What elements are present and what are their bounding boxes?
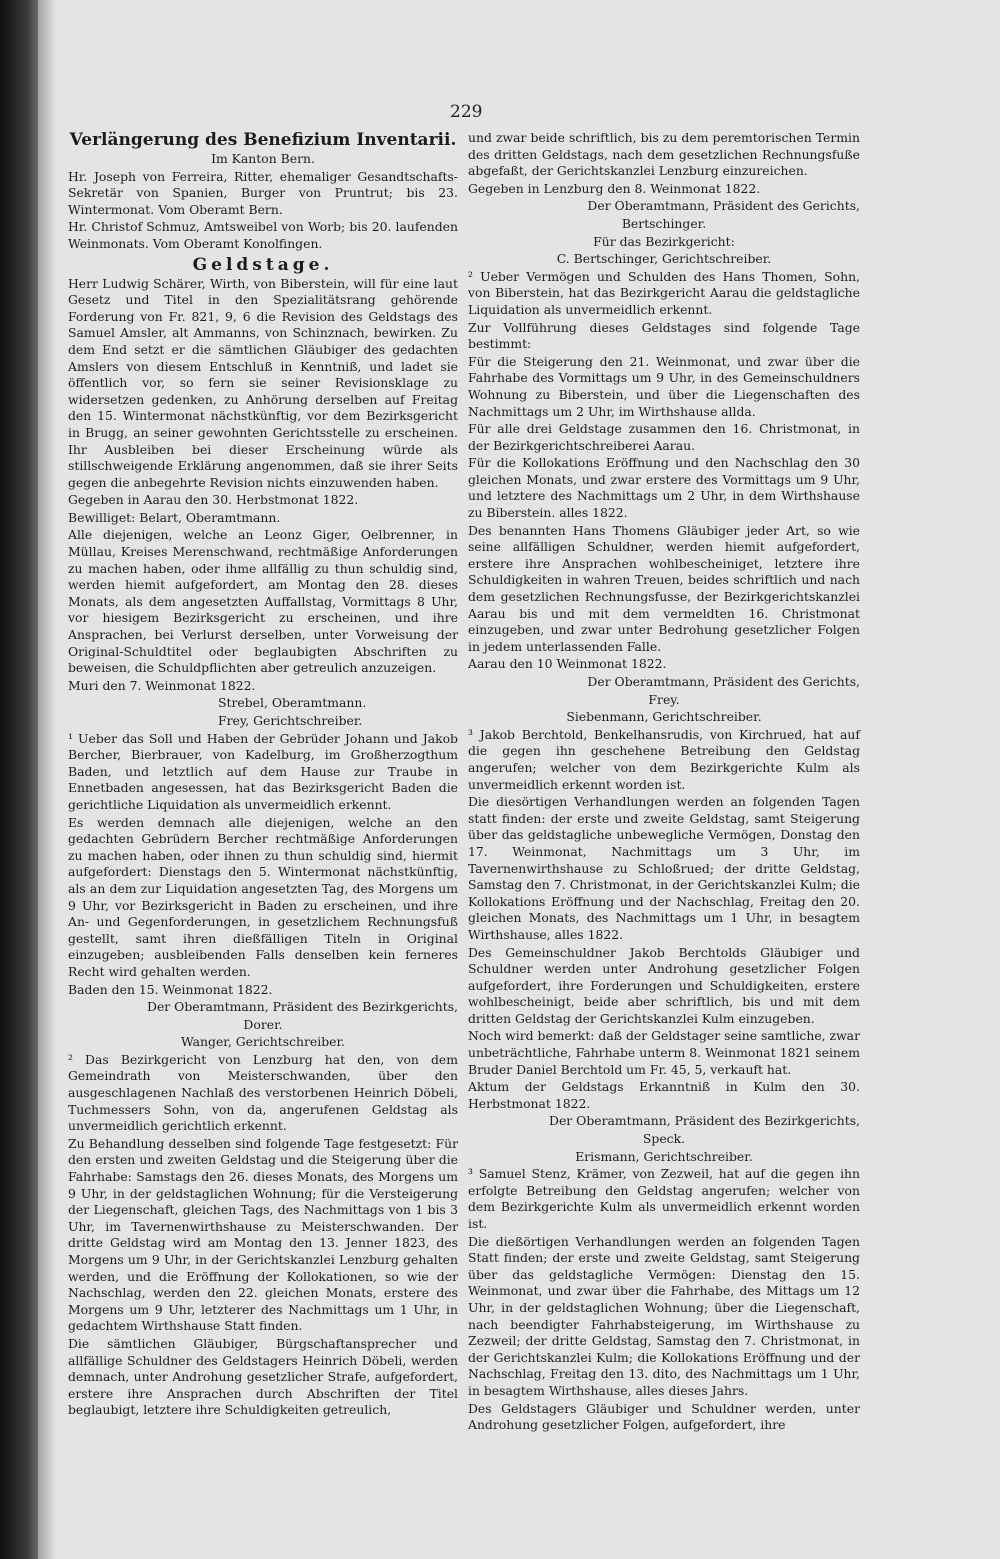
text-paragraph: Hr. Joseph von Ferreira, Ritter, ehemaliger Gesandtschafts-Sekretär von Spanien, Burger von Pruntrut; bis 23. Wintermonat. Vom Oberamt Bern. bbox=[68, 168, 458, 217]
text-paragraph: Wanger, Gerichtschreiber. bbox=[180, 1034, 345, 1050]
text-paragraph: Für alle drei Geldstage zusammen den 16. Christmonat, in der Bezirkgerichtschreiberei Aarau. bbox=[468, 421, 860, 453]
text-paragraph: C. Bertschinger, Gerichtschreiber. bbox=[556, 251, 772, 267]
text-paragraph: Zu Behandlung desselben sind folgende Tage festgesetzt: Für den ersten und zweiten Geldstag und die Steigerung über die Fahrhabe: Samstags den 26. dieses Monats, des Morgens um 9 Uhr, in der geldstaglichen Wohnung; für die Versteigerung der Liegenschaft, gleichen Tags, des Nachmittags von 1 bis 3 Uhr, im Tavernenwirthshause zu Meisterschwanden. Der dritte Geldstag wird am Montag den 13. Jenner 1823, des Morgens um 9 Uhr, in der Gerichtskanzlei Lenzburg gehalten werden, und die Eröffnung der Kollokationen, so wie der Nachschlag, werden den 22. gleichen Monats, erstere des Morgens um 9 Uhr, letzterer des Nachmittags um 1 Uhr, in gedachtem Wirthshause Statt finden. bbox=[68, 1135, 458, 1334]
text-paragraph: Die diesörtigen Verhandlungen werden an folgenden Tagen statt finden: der erste und zweite Geldstag, samt Steigerung über das geldstagliche unbewegliche Vermögen, Donstag den 17. Weinmonat, Nachmittags um 3 Uhr, im Tavernenwirthshause zu Schloßrued; der dritte Geldstag, Samstag den 7. Christmonat, in der Gerichtskanzlei Kulm; die Kollokations Eröffnung und der Nachschlag, Freitag den 20. gleichen Monats, des Nachmittags um 1 Uhr, in besagtem Wirthshause, alles 1822. bbox=[468, 794, 860, 942]
text-paragraph: Aarau den 10 Weinmonat 1822. bbox=[468, 656, 667, 672]
book-gutter bbox=[0, 0, 38, 1559]
text-paragraph: Gegeben in Lenzburg den 8. Weinmonat 1822. bbox=[468, 180, 761, 196]
text-paragraph: Des Geldstagers Gläubiger und Schuldner werden, unter Androhung gesetzlicher Folgen, aufgefordert, ihre bbox=[468, 1400, 860, 1433]
document-page bbox=[38, 0, 1000, 1559]
text-paragraph: Baden den 15. Weinmonat 1822. bbox=[68, 981, 273, 997]
page-number: 229 bbox=[450, 102, 483, 122]
text-paragraph: Des benannten Hans Thomens Gläubiger jeder Art, so wie seine allfälligen Schuldner, werden hiemit aufgefordert, erstere ihre Ansprachen wohlbescheiniget, letztere ihre Schuldigkeiten in wahren Treuen, beides schriftlich und nach dem gesetzlichen Rechnungsfusse, der Bezirkgerichtskanzlei Aarau bis und mit dem vermeldten 16. Christmonat einzugeben, und zwar unter Bedrohung gesetzlicher Folgen in jedem unterlassenden Falle. bbox=[468, 522, 860, 654]
text-paragraph: Erismann, Gerichtschreiber. bbox=[575, 1148, 753, 1164]
text-paragraph: Muri den 7. Weinmonat 1822. bbox=[68, 677, 256, 693]
text-paragraph: Alle diejenigen, welche an Leonz Giger, Oelbrenner, in Müllau, Kreises Merenschwand, rechtmäßige Anforderungen zu machen haben, oder ihme allfällig zu thun schuldig sind, werden hiemit aufgefordert, am Montag den 28. dieses Monats, als dem angesetzten Auffallstag, Vormittags 8 Uhr, vor hiesigem Bezirksgericht zu erscheinen, und ihre Ansprachen, bei Verlurst derselben, unter Vorweisung der Original-Schuldtitel oder beglaubigten Abschriften zu beweisen, die Schuldpflichten aber getreulich anzuzeigen. bbox=[68, 527, 458, 676]
text-paragraph: Die dießörtigen Verhandlungen werden an folgenden Tagen Statt finden; der erste und zweite Geldstag, samt Steigerung über das geldstagliche Vermögen: Dienstag den 15. Weinmonat, und zwar über die Fahrhabe, des Mittags um 12 Uhr, in der geldstaglichen Wohnung; über die Liegenschaft, nach beendigter Fahrhabsteigerung, im Wirthshause zu Zezweil; der dritte Geldstag, Samstag den 7. Christmonat, in der Gerichtskanzlei Kulm; die Kollokations Eröffnung und der Nachschlag, Freitag den 13. dito, des Nachmittags um 1 Uhr, in besagtem Wirthshause, alles dieses Jahrs. bbox=[468, 1233, 860, 1398]
text-paragraph: Der Oberamtmann, Präsident des Bezirkgerichts, bbox=[147, 999, 458, 1015]
text-paragraph: Noch wird bemerkt: daß der Geldstager seine samtliche, zwar unbeträchtliche, Fahrhabe unterm 8. Weinmonat 1821 seinem Bruder Daniel Berchtold um Fr. 45, 5, verkauft hat. bbox=[468, 1028, 860, 1077]
text-paragraph: ² Ueber Vermögen und Schulden des Hans Thomen, Sohn, von Biberstein, hat das Bezirkgericht Aarau die geldstagliche Liquidation als unvermeidlich erkennt. bbox=[468, 268, 860, 317]
text-paragraph: Der Oberamtmann, Präsident des Bezirkgerichts, bbox=[549, 1113, 860, 1129]
right-column bbox=[468, 130, 860, 1435]
text-paragraph: Im Kanton Bern. bbox=[211, 151, 315, 166]
text-paragraph: Speck. bbox=[642, 1131, 686, 1147]
text-paragraph: Für das Bezirkgericht: bbox=[593, 233, 735, 249]
text-paragraph: Bewilliget: Belart, Oberamtmann. bbox=[68, 509, 281, 525]
text-paragraph: Bertschinger. bbox=[621, 215, 707, 231]
text-paragraph: und zwar beide schriftlich, bis zu dem peremtorischen Termin des dritten Geldstags, nach dem gesetzlichen Rechnungsfuße abgefaßt, der Gerichtskanzlei Lenzburg einzureichen. bbox=[468, 130, 860, 179]
text-paragraph: ¹ Ueber das Soll und Haben der Gebrüder Johann und Jakob Bercher, Bierbrauer, von Kadelburg, im Großherzogthum Baden, und letztlich auf dem Hause zur Traube in Ennetbaden angesessen, hat das Bezirksgericht Baden die gerichtliche Liquidation als unvermeidlich erkennt. bbox=[68, 730, 458, 812]
text-paragraph: Des Gemeinschuldner Jakob Berchtolds Gläubiger und Schuldner werden unter Androhung gesetzlicher Folgen aufgefordert, ihre Forderungen und Schuldigkeiten, erstere wohlbescheinigt, beide aber schriftlich, bis und mit dem dritten Geldstag der Gerichtskanzlei Kulm einzugeben. bbox=[468, 944, 860, 1026]
text-paragraph: Dorer. bbox=[243, 1016, 283, 1032]
section-heading: Geldstage. bbox=[192, 254, 334, 275]
text-paragraph: ³ Samuel Stenz, Krämer, von Zezweil, hat auf die gegen ihn erfolgte Betreibung den Geldstag angerufen; welcher von dem Bezirkgerichte Kulm als unvermeidlich erkennt worden ist. bbox=[468, 1166, 860, 1231]
text-paragraph: Zur Vollführung dieses Geldstages sind folgende Tage bestimmt: bbox=[468, 319, 860, 352]
text-paragraph: Für die Steigerung den 21. Weinmonat, und zwar über die Fahrhabe des Vormittags um 9 Uhr, in des Gemeinschuldners Wohnung zu Biberstein, und über die Liegenschaften des Nachmittags um 2 Uhr, im Wirthshause allda. bbox=[468, 353, 860, 419]
text-paragraph: Siebenmann, Gerichtschreiber. bbox=[566, 709, 762, 725]
text-paragraph: Der Oberamtmann, Präsident des Gerichts, bbox=[587, 674, 860, 689]
left-column bbox=[68, 130, 458, 1420]
text-paragraph: Der Oberamtmann, Präsident des Gerichts, bbox=[587, 198, 860, 214]
text-paragraph: ³ Jakob Berchtold, Benkelhansrudis, von Kirchrued, hat auf die gegen ihn geschehene Betreibung den Geldstag angerufen; welcher von dem Bezirkgerichte Kulm als unvermeidlich erkennt worden ist. bbox=[468, 726, 860, 792]
text-paragraph: Aktum der Geldstags Erkanntniß in Kulm den 30. Herbstmonat 1822. bbox=[468, 1079, 860, 1111]
text-paragraph: Gegeben in Aarau den 30. Herbstmonat 1822. bbox=[68, 492, 359, 508]
section-heading: Verlängerung des Benefizium Inventarii. bbox=[69, 130, 457, 150]
text-paragraph: Hr. Christof Schmuz, Amtsweibel von Worb; bis 20. laufenden Weinmonats. Vom Oberamt Konolfingen. bbox=[68, 219, 458, 251]
text-paragraph: Frey, Gerichtschreiber. bbox=[218, 713, 363, 728]
text-paragraph: Die sämtlichen Gläubiger, Bürgschaftansprecher und allfällige Schuldner des Geldstagers Heinrich Döbeli, werden demnach, unter Androhung gesetzlicher Strafe, aufgefordert, erstere ihre Ansprachen durch Abschriften der Titel beglaubigt, letztere ihre Schuldigkeiten getreulich, bbox=[68, 1335, 458, 1418]
text-paragraph: Herr Ludwig Schärer, Wirth, von Biberstein, will für eine laut Gesetz und Titel in den Spezialitätsrang gehörende Forderung von Fr. 821, 9, 6 die Revision des Geldstags des Samuel Amsler, alt Ammanns, von Schinznach, bewirken. Zu dem End setzt er die sämtlichen Gläubiger des gedachten Amslers von diesem Entschluß in Kenntniß, und ladet sie öffentlich vor, so fern sie seiner Revisionsklage zu widersetzen gedenken, zu Anhörung derselben auf Freitag den 15. Wintermonat nächstkünftig, vor dem Bezirksgericht in Brugg, an seiner gewohnten Gerichtsstelle zu erscheinen. Ihr Ausbleiben bei dieser Erscheinung würde als stillschweigende Erklärung angenommen, daß sie ihrer Seits gegen die anbegehrte Revision nichts einzuwenden haben. bbox=[68, 275, 458, 490]
text-paragraph: Es werden demnach alle diejenigen, welche an den gedachten Gebrüdern Bercher rechtmäßige Anforderungen zu machen haben, oder ihnen zu thun schuldig sind, hiermit aufgefordert: Dienstags den 5. Wintermonat nächstkünftig, als an dem zur Liquidation angesetzten Tag, des Morgens um 9 Uhr, vor Bezirksgericht in Baden zu erscheinen, und ihre An- und Gegenforderungen, in gesetzlichem Rechnungsfuß gestellt, samt ihren dießfälligen Titeln in Original einzugeben; ausbleibenden Falls denselben kein ferneres Recht wird gehalten werden. bbox=[68, 814, 458, 979]
text-paragraph: Strebel, Oberamtmann. bbox=[218, 695, 367, 711]
text-paragraph: Frey. bbox=[648, 691, 680, 707]
text-paragraph: Für die Kollokations Eröffnung und den Nachschlag den 30 gleichen Monats, und zwar erstere des Vormittags um 9 Uhr, und letztere des Nachmittags um 2 Uhr, in dem Wirthshause zu Biberstein. alles 1822. bbox=[468, 455, 860, 521]
text-paragraph: ² Das Bezirkgericht von Lenzburg hat den, von dem Gemeindrath von Meisterschwanden, über den ausgeschlagenen Nachlaß des verstorbenen Heinrich Döbeli, Tuchmessers Sohn, von da, angerufenen Geldstag als unvermeidlich gerichtlich erkennt. bbox=[68, 1051, 458, 1134]
